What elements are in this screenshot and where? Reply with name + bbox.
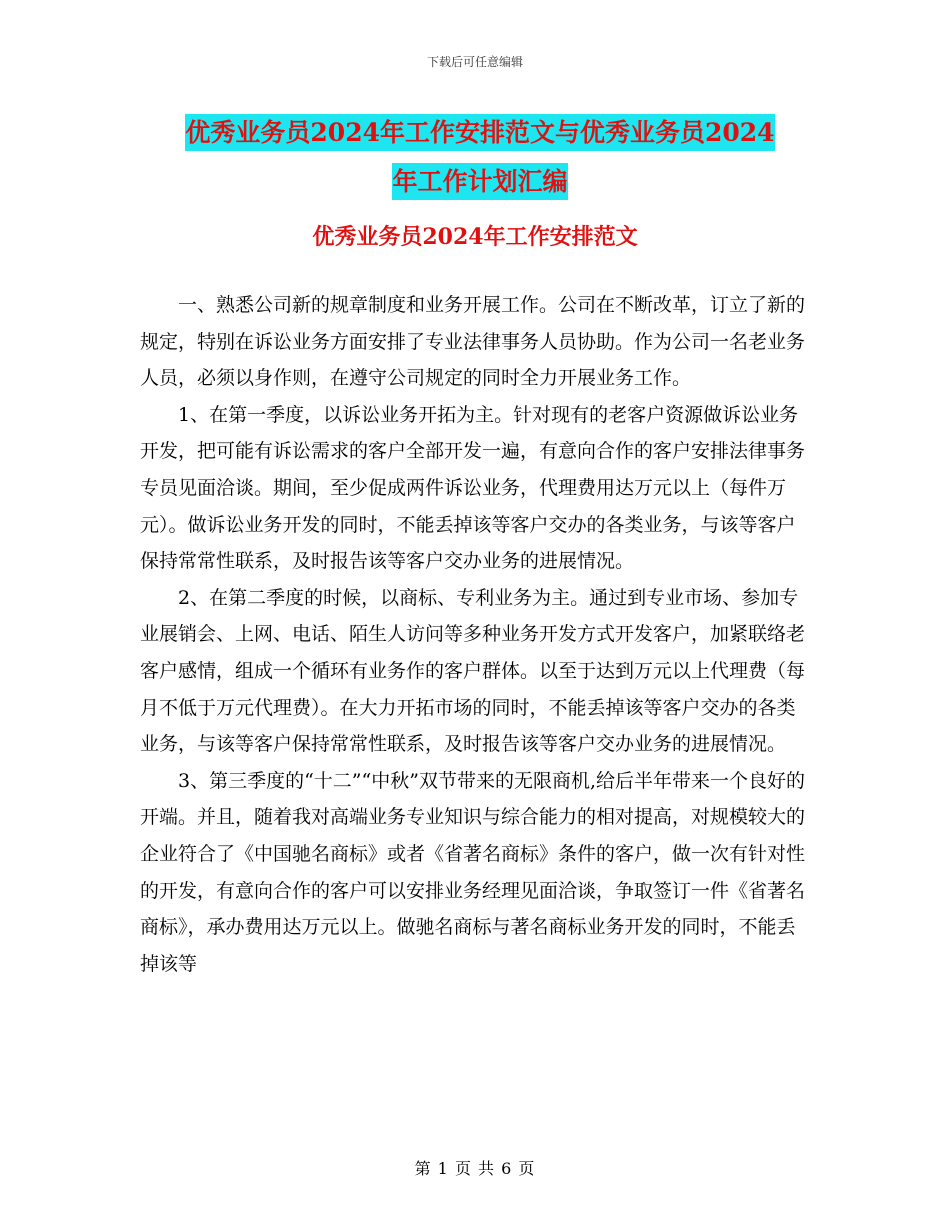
document-body xyxy=(140,287,805,982)
title-line-2: 年工作计划汇编 xyxy=(392,163,567,200)
page-header-note: 下载后可任意编辑 xyxy=(426,55,523,69)
paragraph: 一、熟悉公司新的规章制度和业务开展工作。公司在不断改革，订立了新的规定，特别在诉讼业务方面安排了专业法律事务人员协助。作为公司一名老业务人员，必须以身作则，在遵守公司规定的同时全力开展业务工作。 xyxy=(140,294,806,390)
section-subtitle: 优秀业务员2024年工作安排范文 xyxy=(312,224,638,250)
document-title xyxy=(140,108,820,206)
page-footer: 第 1 页 共 6 页 xyxy=(414,1159,536,1178)
paragraph: 1、在第一季度，以诉讼业务开拓为主。针对现有的老客户资源做诉讼业务开发，把可能有诉讼需求的客户全部开发一遍，有意向合作的客户安排法律事务专员见面洽谈。期间，至少促成两件诉讼业务，代理费用达万元以上（每件万元）。做诉讼业务开发的同时，不能丢掉该等客户交办的各类业务，与该等客户保持常常性联系，及时报告该等客户交办业务的进展情况。 xyxy=(140,403,806,573)
paragraph: 2、在第二季度的时候，以商标、专利业务为主。通过到专业市场、参加专业展销会、上网、电话、陌生人访问等多种业务开发方式开发客户，加紧联络老客户感情，组成一个循环有业务作的客户群体。以至于达到万元以上代理费（每月不低于万元代理费）。在大力开拓市场的同时，不能丢掉该等客户交办的各类业务，与该等客户保持常常性联系，及时报告该等客户交办业务的进展情况。 xyxy=(140,586,806,756)
paragraph: 3、第三季度的“十二”“中秋”双节带来的无限商机,给后半年带来一个良好的开端。并且，随着我对高端业务专业知识与综合能力的相对提高，对规模较大的企业符合了《中国驰名商标》或者《省著名商标》条件的客户，做一次有针对性的开发，有意向合作的客户可以安排业务经理见面洽谈，争取签订一件《省著名商标》，承办费用达万元以上。做驰名商标与著名商标业务开发的同时，不能丢掉该等 xyxy=(140,769,806,975)
title-line-1: 优秀业务员2024年工作安排范文与优秀业务员2024 xyxy=(185,114,774,151)
